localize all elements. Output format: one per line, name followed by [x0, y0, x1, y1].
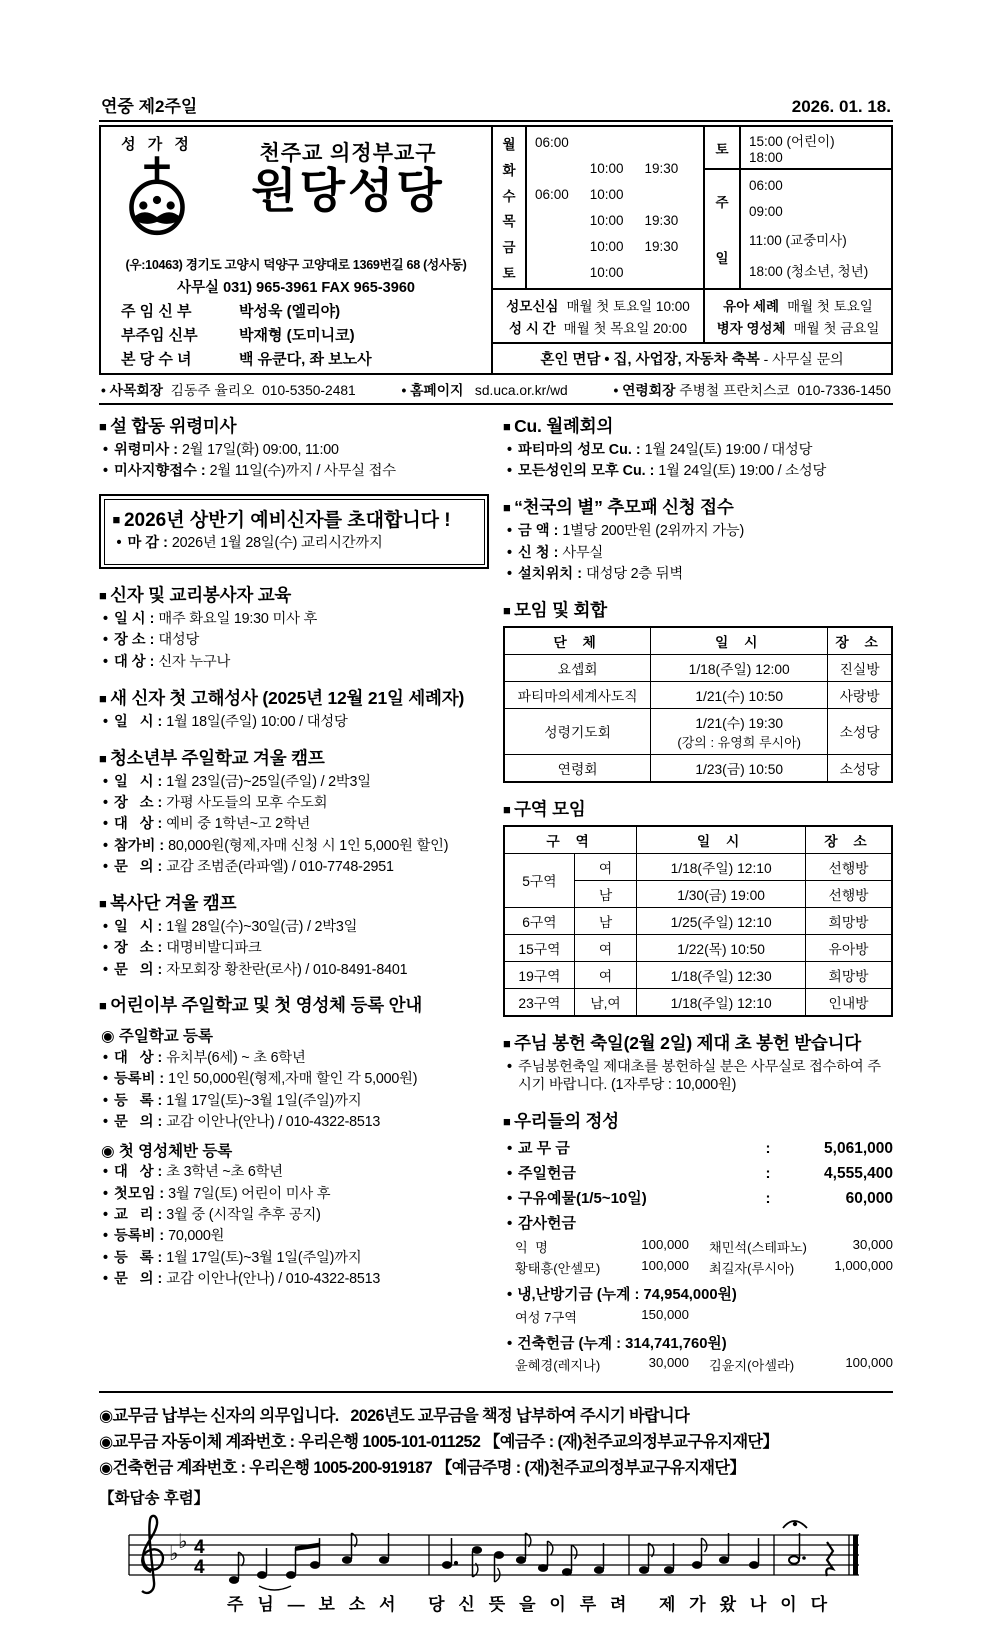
contacts-row [99, 375, 893, 405]
subsection-title: ◉ 첫 영성체반 등록 [101, 1139, 489, 1161]
column-header: 일 시 [651, 627, 828, 655]
table-row [504, 853, 892, 880]
mass-time: 10:00 [589, 238, 624, 254]
list-item: • 일 시 : 매주 화요일 19:30 미사 후 [103, 611, 489, 629]
when-cell: 1/21(수) 19:30 (강의 : 유영희 루시아) [651, 708, 828, 754]
mass-time: 11:00 (교중미사) [749, 233, 847, 249]
week-title: 연중 제2주일 [101, 97, 198, 116]
mass-time [590, 135, 645, 150]
devotion-item [709, 295, 887, 315]
mass-time: 09:00 [749, 203, 783, 219]
church-emblem [105, 133, 209, 251]
mass-times-row [535, 213, 701, 228]
bulletin-date: 2026. 01. 18. [791, 97, 891, 116]
group-cell: 파티마의세계사도직 [504, 681, 651, 708]
place-cell: 진실방 [828, 654, 892, 681]
offering-line: • 구유예물(1/5~10일) : 60,000 [507, 1187, 893, 1208]
table-row [504, 988, 892, 1016]
place-cell: 선행방 [806, 880, 892, 907]
section-title: ■ 우리들의 정성 [503, 1108, 893, 1133]
mass-time: 10:00 [589, 212, 624, 228]
section-offerings [503, 1108, 893, 1375]
bulletin-page [99, 0, 893, 1627]
table-row [504, 934, 892, 961]
section-memorial-mass [99, 413, 489, 481]
blessing-note [493, 344, 891, 373]
zone-cell: 6구역 [504, 907, 574, 934]
time-signature-top: 4 [194, 1537, 205, 1559]
list-item: • 장 소 : 대성당 [103, 632, 489, 650]
devotion-item [497, 295, 699, 315]
final-barline [853, 1535, 858, 1575]
group-cell: 성령기도회 [504, 708, 651, 754]
catechumen-notice-box [99, 494, 489, 569]
list-item: • 대 상 : 초 3학년 ~초 6학년 [103, 1164, 489, 1182]
place-cell: 인내방 [806, 988, 892, 1016]
section-title: ■ 설 합동 위령미사 [99, 413, 489, 438]
list-item: • 미사지향접수 : 2월 11일(수)까지 / 사무실 접수 [103, 463, 489, 481]
subsection-title: ◉ 주일학교 등록 [101, 1024, 489, 1046]
holy-family-label: 성 가 정 [121, 136, 193, 153]
devotions-row [493, 290, 891, 344]
notice-line: ◉ 교무금 자동이체 계좌번호 : 우리은행 1005-101-011252 【예금주 : (재)천주교의정부교구유지재단】 [99, 1428, 893, 1452]
when-cell: 1/18(주일) 12:10 [637, 988, 806, 1016]
table-row [504, 708, 892, 754]
church-address: (우:10463) 경기도 고양시 덕양구 고양대로 1369번길 68 (성사동) [125, 258, 467, 272]
place-cell: 사랑방 [828, 681, 892, 708]
devotion-label: 성 시 간 [509, 321, 556, 336]
contact-pastoral-chair: • 사목회장 김동주 율리오 010-5350-2481 [101, 379, 356, 399]
column-header: 구 역 [504, 826, 637, 854]
hymn-title: 【화답송 후렴】 [99, 1490, 210, 1508]
section-children-register [99, 992, 489, 1289]
mass-time [535, 239, 590, 254]
section-first-confession [99, 685, 489, 732]
notice-line: ◉ 교무금 납부는 신자의 의무입니다. 2026년도 교무금을 책정 납부하여 주시기 바랍니다 [99, 1402, 893, 1426]
weekday-label: 목 [502, 214, 516, 230]
section-title: ■ 복사단 겨울 캠프 [99, 890, 489, 915]
table-row [504, 754, 892, 782]
section-title: ■ 구역 모임 [503, 796, 893, 821]
mass-times-row [535, 187, 701, 202]
list-item: • 장 소 : 가평 사도들의 모후 수도회 [103, 795, 489, 813]
donor-row: 익 명 100,000 채민석(스테파노) 30,000 [515, 1236, 893, 1255]
weekday-label: 금 [502, 240, 516, 256]
list-item: • 설치위치 : 대성당 2층 뒤벽 [507, 566, 893, 584]
table-row [504, 654, 892, 681]
notes-measure-4 [783, 1521, 833, 1576]
weekday-label: 토 [502, 266, 516, 282]
flat-sign: ♭ [178, 1531, 188, 1554]
table-row [504, 961, 892, 988]
table-row [504, 907, 892, 934]
devotion-label: 성모신심 [506, 299, 559, 314]
devotion-label: 유아 세례 [723, 299, 780, 314]
weekend-mass-table [705, 127, 891, 288]
staff-name: 백 유쿤다, 좌 보노사 [239, 351, 372, 368]
hymn-score [99, 1510, 893, 1627]
mass-time: 06:00 [535, 187, 569, 203]
district-table [503, 825, 893, 1017]
staff-role: 본 당 수 녀 [121, 351, 192, 368]
blessing-bold: 혼인 면담 • 집, 사업장, 자동차 축복 [540, 352, 760, 368]
when-cell: 1/25(주일) 12:10 [637, 907, 806, 934]
mass-time [535, 213, 590, 228]
place-cell: 희망방 [806, 907, 892, 934]
list-item: • 문 의 : 자모회장 황찬란(로사) / 010-8491-8401 [103, 962, 489, 980]
section-title: ■ Cu. 월례회의 [503, 413, 893, 438]
group-cell: 요셉회 [504, 654, 651, 681]
section-server-camp [99, 890, 489, 980]
quarter-rest-icon [826, 1542, 833, 1576]
mass-time: 06:00 [749, 178, 783, 194]
section-title: ■ “천국의 별” 추모패 신청 접수 [503, 494, 893, 519]
notice-title: ■ 2026년 상반기 예비신자를 초대합니다 ! [113, 505, 476, 532]
list-item: • 대 상 : 신자 누구나 [103, 654, 489, 672]
mass-time: 15:00 (어린이) [749, 134, 835, 149]
sunday-label: 주 일 [705, 170, 741, 288]
section-heaven-star [503, 494, 893, 584]
when-cell: 1/18(주일) 12:30 [637, 961, 806, 988]
mass-time [645, 187, 700, 202]
staff-row [105, 348, 487, 369]
list-item: • 장 소 : 대명비발디파크 [103, 940, 489, 958]
when-cell: 1/22(목) 10:50 [637, 934, 806, 961]
offering-amount: 4,555,400 [824, 1164, 893, 1182]
thanks-donor-list [515, 1237, 893, 1278]
list-item: • 등록비 : 70,000원 [103, 1228, 489, 1246]
group-cell: 연령회 [504, 754, 651, 782]
devotion-item [497, 317, 699, 337]
contact-homepage: • 홈페이지 sd.uca.or.kr/wd [401, 379, 567, 399]
mass-time: 19:30 [644, 212, 679, 228]
devotion-item [709, 317, 887, 337]
list-item: • 일 시 : 1월 18일(주일) 10:00 / 대성당 [103, 714, 489, 732]
section-meetings [503, 597, 893, 783]
section-title: ■ 청소년부 주일학교 겨울 캠프 [99, 745, 489, 770]
donor-row: 윤혜경(레지나) 30,000 김윤지(아셀라) 100,000 [515, 1355, 893, 1374]
section-youth-camp [99, 745, 489, 877]
when-cell: 1/30(금) 19:00 [637, 880, 806, 907]
building-fund-title: • 건축헌금 (누계 : 314,741,760원) [507, 1332, 893, 1353]
weekday-label: 화 [502, 162, 516, 178]
time-signature-bottom: 4 [194, 1557, 205, 1579]
devotion-value: 매월 첫 목요일 20:00 [563, 321, 687, 336]
offering-line: • 주일헌금 : 4,555,400 [507, 1162, 893, 1183]
mass-time: 10:00 [589, 161, 624, 177]
zone-cell: 15구역 [504, 934, 574, 961]
staff-name: 박성욱 (엘리야) [239, 303, 341, 320]
list-item: • 일 시 : 1월 23일(금)~25일(주일) / 2박3일 [103, 774, 489, 792]
mass-schedule-box [493, 127, 891, 373]
mass-times-row [535, 265, 701, 280]
staff-row [105, 300, 487, 321]
church-name: 원당성당 [251, 164, 445, 217]
list-item: • 신 청 : 사무실 [507, 545, 893, 563]
donor-row: 여성 7구역 150,000 [515, 1306, 689, 1325]
when-cell: 1/23(금) 10:50 [651, 754, 828, 782]
church-phone: 사무실 031) 965-3961 FAX 965-3960 [177, 280, 415, 296]
list-item: • 참가비 : 80,000원(형제,자매 신청 시 1인 5,000원 할인) [103, 838, 489, 856]
section-candle-offering [503, 1030, 893, 1095]
mass-time: 06:00 [535, 135, 569, 151]
mass-time: 10:00 [589, 187, 624, 203]
offering-amount: 5,061,000 [824, 1139, 893, 1157]
mass-time [535, 265, 590, 280]
list-item: • 등 록 : 1월 17일(토)~3월 1일(주일)까지 [103, 1093, 489, 1111]
section-cu-meeting [503, 413, 893, 481]
notes-measure-1 [229, 1533, 388, 1590]
list-item: • 금 액 : 1별당 200만원 (2위까지 가능) [507, 523, 893, 541]
gender-cell: 여 [574, 853, 636, 880]
donor-row: 황태흥(안셀모) 100,000 최길자(루시아) 1,000,000 [515, 1258, 893, 1277]
mass-times-row [535, 135, 701, 150]
contact-yeonryeong-chair: • 연령회장 주병철 프란치스코 010-7336-1450 [613, 379, 891, 399]
gender-cell: 여 [574, 934, 636, 961]
mass-time: 18:00 [749, 150, 783, 165]
diocese-name: 천주교 의정부교구 [259, 142, 437, 165]
column-header: 장 소 [828, 627, 892, 655]
offering-amount: 60,000 [845, 1189, 893, 1207]
list-item: • 모든성인의 모후 Cu. : 1월 24일(토) 19:00 / 소성당 [507, 463, 893, 481]
notice-line: ◉ 건축헌금 계좌번호 : 우리은행 1005-200-919187 【예금주명 : (재)천주교의정부교구유지재단】 [99, 1454, 893, 1478]
section-title: ■ 신자 및 교리봉사자 교육 [99, 582, 489, 607]
list-item: • 파티마의 성모 Cu. : 1월 24일(토) 19:00 / 대성당 [507, 442, 893, 460]
list-item: • 대 상 : 예비 중 1학년~고 2학년 [103, 816, 489, 834]
gender-cell: 남 [574, 880, 636, 907]
left-column [99, 413, 489, 1387]
right-column [503, 413, 893, 1387]
church-info-box [101, 127, 493, 373]
devotion-value: 매월 첫 토요일 10:00 [566, 299, 690, 314]
zone-cell: 19구역 [504, 961, 574, 988]
gender-cell: 남,여 [574, 988, 636, 1016]
mass-time: 19:30 [644, 161, 679, 177]
mass-times-row [535, 239, 701, 254]
heating-donor-list [515, 1307, 893, 1326]
list-item: • 마 감 : 2026년 1월 28일(수) 교리시간까지 [117, 535, 476, 553]
list-item: • 문 의 : 교감 이안나(안나) / 010-4322-8513 [103, 1271, 489, 1289]
list-item: • 위령미사 : 2월 17일(화) 09:00, 11:00 [103, 442, 489, 460]
weekday-label: 수 [502, 188, 516, 204]
offering-line: • 감사헌금 [507, 1212, 893, 1233]
holy-family-logo-icon [116, 154, 198, 246]
meetings-table [503, 626, 893, 783]
list-item: • 일 시 : 1월 28일(수)~30일(금) / 2박3일 [103, 919, 489, 937]
staff-role: 부주임 신부 [121, 327, 198, 344]
place-cell: 희망방 [806, 961, 892, 988]
list-item: • 문 의 : 교감 조범준(라파엘) / 010-7748-2951 [103, 859, 489, 877]
devotion-value: 매월 첫 토요일 [787, 299, 873, 314]
header [99, 125, 893, 375]
when-cell: 1/21(수) 10:50 [651, 681, 828, 708]
when-cell: 1/18(주일) 12:00 [651, 654, 828, 681]
footer [99, 1391, 893, 1627]
section-title: ■ 어린이부 주일학교 및 첫 영성체 등록 안내 [99, 992, 489, 1017]
list-item: • 등 록 : 1월 17일(토)~3월 1일(주일)까지 [103, 1250, 489, 1268]
flat-sign: ♭ [169, 1543, 179, 1566]
mass-time [645, 265, 700, 280]
section-title: ■ 새 신자 첫 고해성사 (2025년 12월 21일 세례자) [99, 685, 489, 710]
place-cell: 소성당 [828, 754, 892, 782]
mass-time [645, 135, 700, 150]
zone-cell: 5구역 [504, 853, 574, 907]
list-item: • 첫모임 : 3월 7일(토) 어린이 미사 후 [103, 1186, 489, 1204]
when-cell: 1/18(주일) 12:10 [637, 853, 806, 880]
column-header: 단 체 [504, 627, 651, 655]
staff-row [105, 324, 487, 345]
devotion-label: 병자 영성체 [716, 321, 786, 336]
mass-time [535, 161, 590, 176]
music-staff-icon [99, 1510, 869, 1622]
heating-fund-title: • 냉,난방기금 (누계 : 74,954,000원) [507, 1283, 893, 1304]
hymn-lyrics: 주 님 ― 보 소 서 당 신 뜻 을 이 루 려 제 가 왔 나 이 다 [227, 1595, 827, 1615]
mass-times-row [535, 161, 701, 176]
list-item: • 교 리 : 3월 중 (시작일 추후 공지) [103, 1207, 489, 1225]
place-cell: 선행방 [806, 853, 892, 880]
place-cell: 유아방 [806, 934, 892, 961]
staff-name: 박재형 (도미니코) [239, 327, 355, 344]
section-title: ■ 주님 봉헌 축일(2월 2일) 제대 초 봉헌 받습니다 [503, 1030, 893, 1055]
mass-time: 10:00 [589, 264, 624, 280]
devotion-value: 매월 첫 금요일 [793, 321, 880, 336]
list-item: • 등록비 : 1인 50,000원(형제,자매 할인 각 5,000원) [103, 1071, 489, 1089]
top-line [99, 92, 893, 122]
column-header: 일 시 [637, 826, 806, 854]
blessing-rest: - 사무실 문의 [759, 351, 844, 367]
list-item: • 문 의 : 교감 이안나(안나) / 010-4322-8513 [103, 1114, 489, 1132]
notes-measure-3 [639, 1533, 758, 1573]
paragraph: • 주님봉헌축일 제대초를 봉헌하실 분은 사무실로 접수하여 주시기 바랍니다. (1자루당 : 10,000원) [507, 1059, 893, 1095]
weekday-mass-table [493, 127, 705, 288]
column-header: 장 소 [806, 826, 892, 854]
building-donor-list [515, 1355, 893, 1374]
place-cell: 소성당 [828, 708, 892, 754]
table-row [504, 681, 892, 708]
offering-line: • 교 무 금 : 5,061,000 [507, 1137, 893, 1158]
gender-cell: 여 [574, 961, 636, 988]
saturday-label: 토 [705, 127, 741, 168]
weekday-label: 월 [502, 136, 516, 152]
zone-cell: 23구역 [504, 988, 574, 1016]
section-district-meeting [503, 796, 893, 1017]
gender-cell: 남 [574, 907, 636, 934]
staff-role: 주 임 신 부 [121, 303, 192, 320]
mass-time: 19:30 [644, 238, 679, 254]
section-title: ■ 모임 및 회합 [503, 597, 893, 622]
list-item: • 대 상 : 유치부(6세) ~ 초 6학년 [103, 1050, 489, 1068]
mass-time: 18:00 (청소년, 청년) [749, 263, 869, 279]
section-education [99, 582, 489, 672]
